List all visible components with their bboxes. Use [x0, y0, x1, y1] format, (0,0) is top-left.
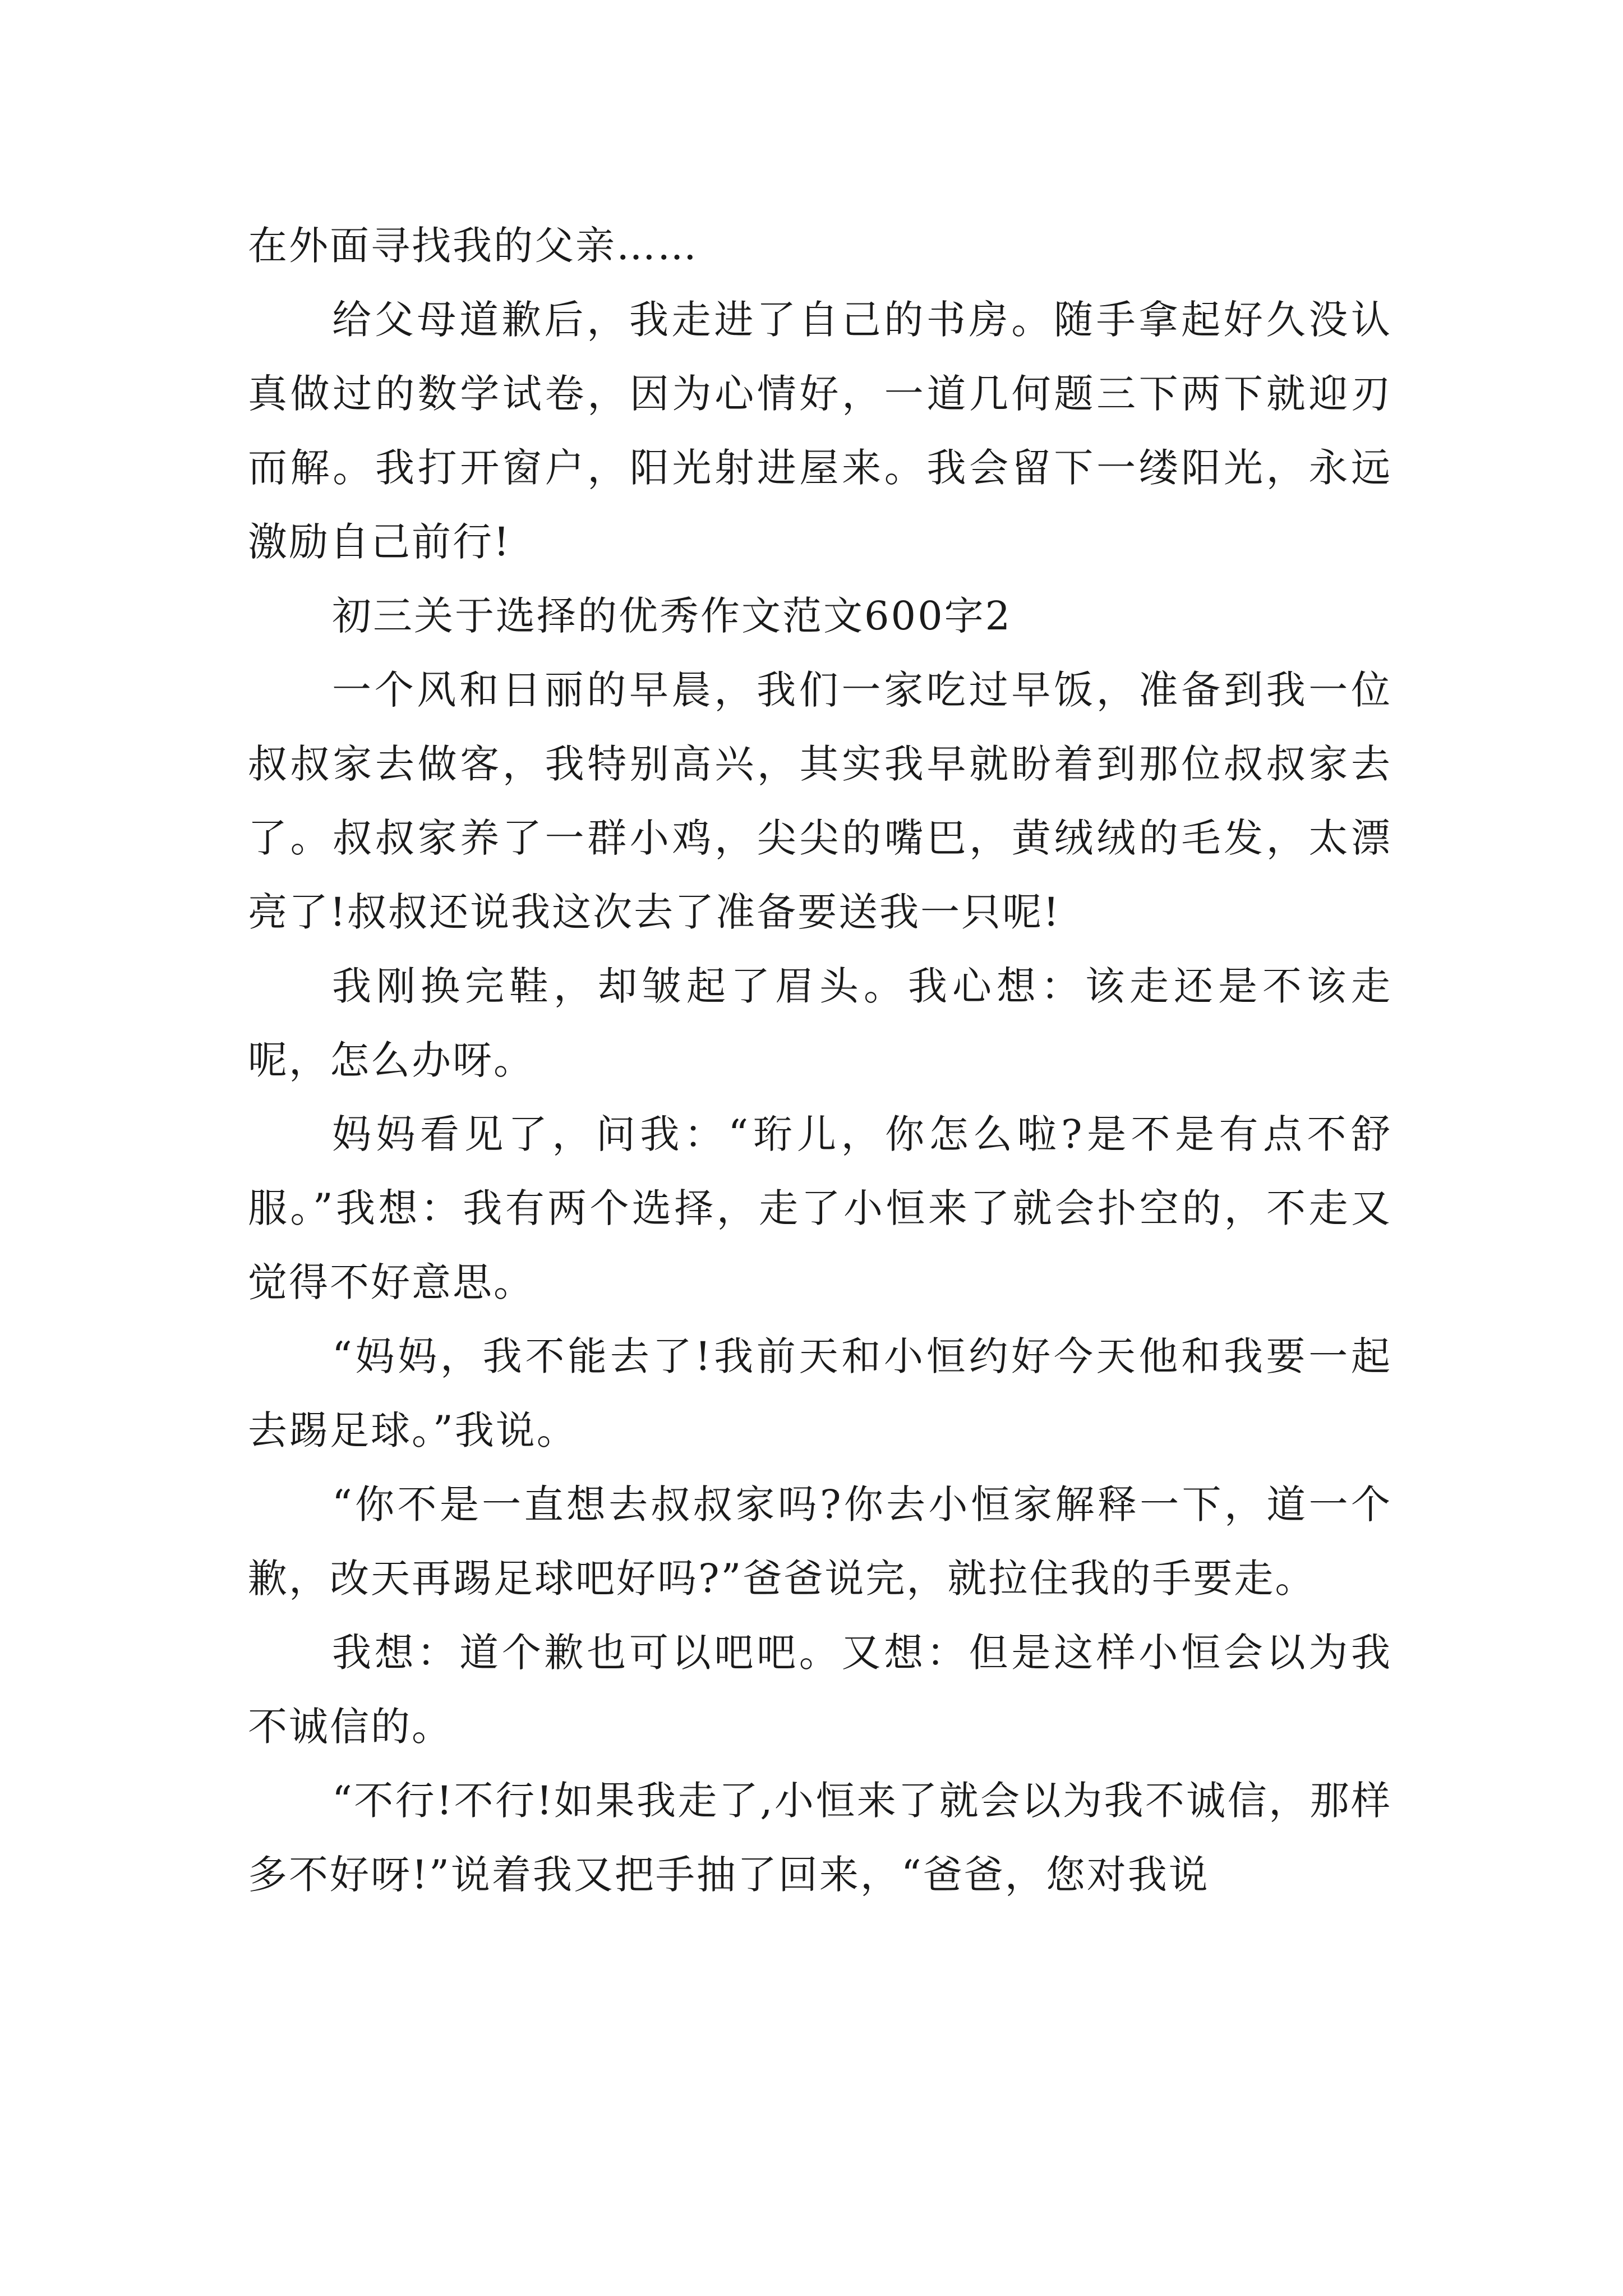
document-body: [248, 209, 1392, 1912]
paragraph: “不行!不行!如果我走了,小恒来了就会以为我不诚信，那样多不好呀!”说着我又把手抽了回来，“爸爸，您对我说: [248, 1778, 1392, 1898]
paragraph: 我刚换完鞋，却皱起了眉头。我心想：该走还是不该走呢，怎么办呀。: [248, 963, 1392, 1083]
paragraph: 妈妈看见了，问我：“珩儿，你怎么啦?是不是有点不舒服。”我想：我有两个选择，走了小恒来了就会扑空的，不走又觉得不好意思。: [248, 1111, 1392, 1305]
paragraph: 给父母道歉后，我走进了自己的书房。随手拿起好久没认真做过的数学试卷，因为心情好，一道几何题三下两下就迎刃而解。我打开窗户，阳光射进屋来。我会留下一缕阳光，永远激励自己前行!: [248, 297, 1392, 565]
paragraph: “妈妈，我不能去了!我前天和小恒约好今天他和我要一起去踢足球。”我说。: [248, 1333, 1392, 1453]
paragraph: “你不是一直想去叔叔家吗?你去小恒家解释一下，道一个歉，改天再踢足球吧好吗?”爸爸说完，就拉住我的手要走。: [248, 1481, 1392, 1602]
paragraph-continuation: 在外面寻找我的父亲……: [248, 223, 698, 269]
paragraph: 一个风和日丽的早晨，我们一家吃过早饭，准备到我一位叔叔家去做客，我特别高兴，其实我早就盼着到那位叔叔家去了。叔叔家养了一群小鸡，尖尖的嘴巴，黄绒绒的毛发，太漂亮了!叔叔还说我这次去了准备要送我一只呢!: [248, 667, 1392, 935]
section-heading: 初三关于选择的优秀作文范文600字2: [332, 593, 1012, 639]
paragraph: 我想：道个歉也可以吧吧。又想：但是这样小恒会以为我不诚信的。: [248, 1630, 1392, 1750]
